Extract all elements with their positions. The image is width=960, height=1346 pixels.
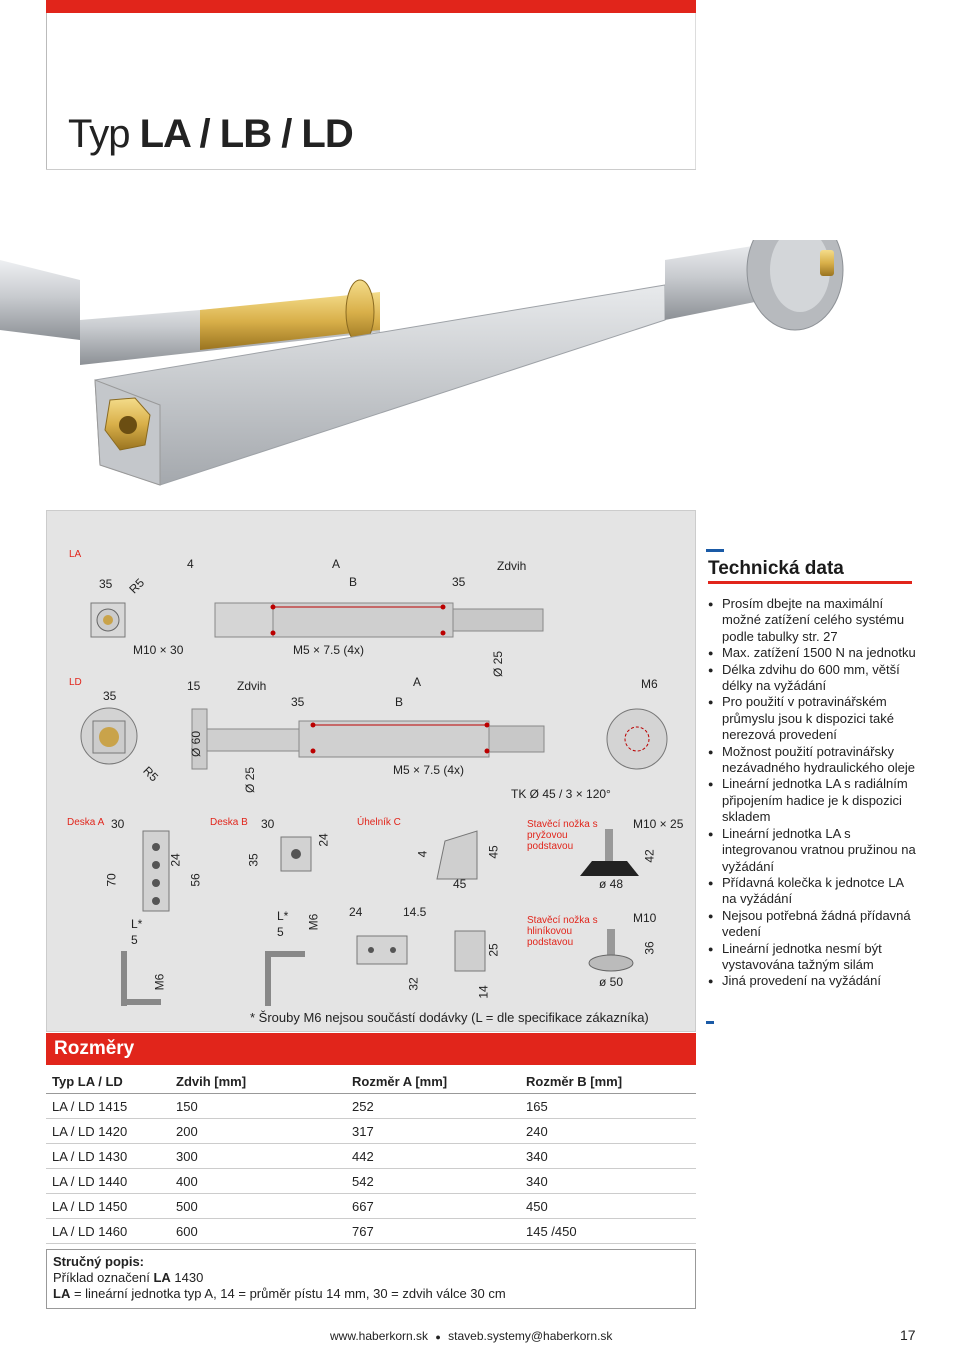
header-red-bar <box>46 0 696 13</box>
dim-14-5: 14.5 <box>403 905 427 919</box>
footer-email-link[interactable]: staveb.systemy@haberkorn.sk <box>448 1329 613 1343</box>
dim-b-ld: B <box>395 695 404 709</box>
dim-d25-ld: Ø 25 <box>243 766 258 794</box>
col-header: Rozměr B [mm] <box>520 1069 696 1094</box>
tech-item: ● Jiná provedení na vyžádání <box>708 973 920 989</box>
dim-lstar-a: L* <box>131 917 143 931</box>
drawing-note: * Šrouby M6 nejsou součástí dodávky (L = dle specifikace zákazníka) <box>250 1010 649 1025</box>
tech-underline <box>708 581 912 584</box>
dim-14: 14 <box>476 985 491 999</box>
dim-35: 35 <box>99 577 113 591</box>
tech-item: ● Lineární jednotka LA s radiálním připojením hadice je k dispozici skladem <box>708 776 920 825</box>
dim-lstar-b: L* <box>277 909 289 923</box>
brief-line-1: Příklad označení LA 1430 <box>53 1270 204 1285</box>
product-photo <box>0 240 960 510</box>
label-deska-a: Deska A <box>67 817 105 828</box>
tech-item: ● Prosím dbejte na maximální možné zatížení celého systému podle tabulky str. 27 <box>708 596 920 645</box>
table-cell: LA / LD 1450 <box>46 1194 170 1219</box>
table-cell: 340 <box>520 1169 696 1194</box>
label-la: LA <box>69 549 82 560</box>
dim-45-v: 45 <box>486 845 501 859</box>
dim-b: B <box>349 575 358 589</box>
table-cell: 400 <box>170 1169 346 1194</box>
table-row <box>46 1119 696 1144</box>
dim-5-a: 5 <box>131 933 138 947</box>
label-zdvih: Zdvih <box>497 559 527 573</box>
tech-accent-line <box>706 549 724 552</box>
dim-d50: ø 50 <box>599 975 624 989</box>
label-stavec-hlinik: Stavěcí nožka s hliníkovou podstavou <box>527 915 598 948</box>
table-cell: 165 <box>520 1094 696 1119</box>
dim-a-ld: A <box>413 675 422 689</box>
table-cell: 252 <box>346 1094 520 1119</box>
tech-item: ● Možnost použití potravinářsky nezávadného hydraulického oleje <box>708 744 920 777</box>
table-cell: 317 <box>346 1119 520 1144</box>
table-cell: 300 <box>170 1144 346 1169</box>
dimensions-table <box>46 1069 696 1244</box>
dim-5-b: 5 <box>277 925 284 939</box>
table-row <box>46 1169 696 1194</box>
dim-r5-ld: R5 <box>140 763 162 785</box>
table-cell: 340 <box>520 1144 696 1169</box>
table-cell: 150 <box>170 1094 346 1119</box>
tech-item: ● Nejsou potřebná žádná přídavná vedení <box>708 908 920 941</box>
table-header-row <box>46 1069 696 1094</box>
table-cell: 200 <box>170 1119 346 1144</box>
table-cell: 442 <box>346 1144 520 1169</box>
dimensions-header <box>46 1033 696 1065</box>
dim-24-c: 24 <box>349 905 363 919</box>
page-title: Typ LA / LB / LD <box>68 112 353 156</box>
label-zdvih-ld: Zdvih <box>237 679 267 693</box>
table-row <box>46 1194 696 1219</box>
dim-m10x25: M10 × 25 <box>633 817 684 831</box>
dim-m10x30: M10 × 30 <box>133 643 184 657</box>
dim-24-b: 24 <box>316 833 331 847</box>
table-cell: 450 <box>520 1194 696 1219</box>
label-uhelnik-c: Úhelník C <box>357 817 401 828</box>
table-cell: 600 <box>170 1219 346 1244</box>
dim-m6-b: M6 <box>306 913 321 931</box>
dim-25: 25 <box>486 943 501 957</box>
table-cell: LA / LD 1415 <box>46 1094 170 1119</box>
table-row <box>46 1219 696 1244</box>
dim-36: 36 <box>642 941 657 955</box>
dim-35b: 35 <box>452 575 466 589</box>
tech-item: ● Délka zdvihu do 600 mm, větší délky na vyžádání <box>708 662 920 695</box>
dim-a: A <box>332 557 341 571</box>
table-cell: LA / LD 1430 <box>46 1144 170 1169</box>
dim-m6-a: M6 <box>152 973 167 991</box>
dimensions-title: Rozměry <box>54 1038 135 1059</box>
table-cell: LA / LD 1420 <box>46 1119 170 1144</box>
dim-m5a: M5 × 7.5 (4x) <box>293 643 365 657</box>
table-row <box>46 1094 696 1119</box>
dim-15: 15 <box>187 679 201 693</box>
dim-m5b: M5 × 7.5 (4x) <box>393 763 465 777</box>
footer-separator: ● <box>435 1332 441 1342</box>
dim-45-h: 45 <box>453 877 467 891</box>
dim-30-a: 30 <box>111 817 125 831</box>
dim-4: 4 <box>187 557 194 571</box>
table-cell: 767 <box>346 1219 520 1244</box>
header-left-line <box>46 13 47 169</box>
dim-35-ld-b: 35 <box>291 695 305 709</box>
footer-web-link[interactable]: www.haberkorn.sk <box>330 1329 429 1343</box>
brief-description <box>46 1249 696 1309</box>
tech-title: Technická data <box>708 558 844 579</box>
page-number: 17 <box>900 1327 916 1343</box>
header-right-line <box>695 13 696 169</box>
table-cell: 500 <box>170 1194 346 1219</box>
label-ld: LD <box>69 677 82 688</box>
dim-42: 42 <box>642 849 657 863</box>
table-cell: 240 <box>520 1119 696 1144</box>
footer <box>330 1329 612 1343</box>
dim-d60: Ø 60 <box>189 730 204 758</box>
col-header: Zdvih [mm] <box>170 1069 346 1094</box>
dim-32: 32 <box>406 977 421 991</box>
dim-r5: R5 <box>126 575 148 597</box>
dim-4-c: 4 <box>415 850 430 858</box>
table-cell: 145 /450 <box>520 1219 696 1244</box>
tech-foot-line <box>706 1021 714 1024</box>
dim-35-b: 35 <box>246 853 261 867</box>
dim-m6-flange: M6 <box>641 677 658 691</box>
label-stavec-pryz: Stavěcí nožka s pryžovou podstavou <box>527 819 598 852</box>
col-header: Rozměr A [mm] <box>346 1069 520 1094</box>
brief-line-2: LA = lineární jednotka typ A, 14 = průměr pístu 14 mm, 30 = zdvih válce 30 cm <box>53 1286 506 1301</box>
table-row <box>46 1144 696 1169</box>
dim-70: 70 <box>104 873 119 887</box>
dim-d25-la: Ø 25 <box>491 650 506 678</box>
dim-tk: TK Ø 45 / 3 × 120° <box>511 787 611 801</box>
dim-d48: ø 48 <box>599 877 624 891</box>
dim-m10: M10 <box>633 911 657 925</box>
tech-list <box>708 596 920 990</box>
table-cell: 542 <box>346 1169 520 1194</box>
table-cell: LA / LD 1460 <box>46 1219 170 1244</box>
tech-item: ● Pro použití v potravinářském průmyslu jsou k dispozici také nerezová provedení <box>708 694 920 743</box>
col-header: Typ LA / LD <box>46 1069 170 1094</box>
table-cell: LA / LD 1440 <box>46 1169 170 1194</box>
tech-item: ● Přídavná kolečka k jednotce LA na vyžádání <box>708 875 920 908</box>
table-cell: 667 <box>346 1194 520 1219</box>
dim-30-b: 30 <box>261 817 275 831</box>
dim-56: 56 <box>188 873 203 887</box>
tech-item: ● Max. zatížení 1500 N na jednotku <box>708 645 920 661</box>
dim-35-ld: 35 <box>103 689 117 703</box>
label-deska-b: Deska B <box>210 817 248 828</box>
tech-item: ● Lineární jednotka nesmí být vystavována tažným silám <box>708 941 920 974</box>
header-bottom-line <box>46 169 696 170</box>
technical-drawing <box>46 510 696 1032</box>
dim-24-a: 24 <box>168 853 183 867</box>
brief-heading: Stručný popis: <box>53 1254 145 1269</box>
tech-item: ● Lineární jednotka LA s integrovanou vratnou pružinou na vyžádání <box>708 826 920 875</box>
